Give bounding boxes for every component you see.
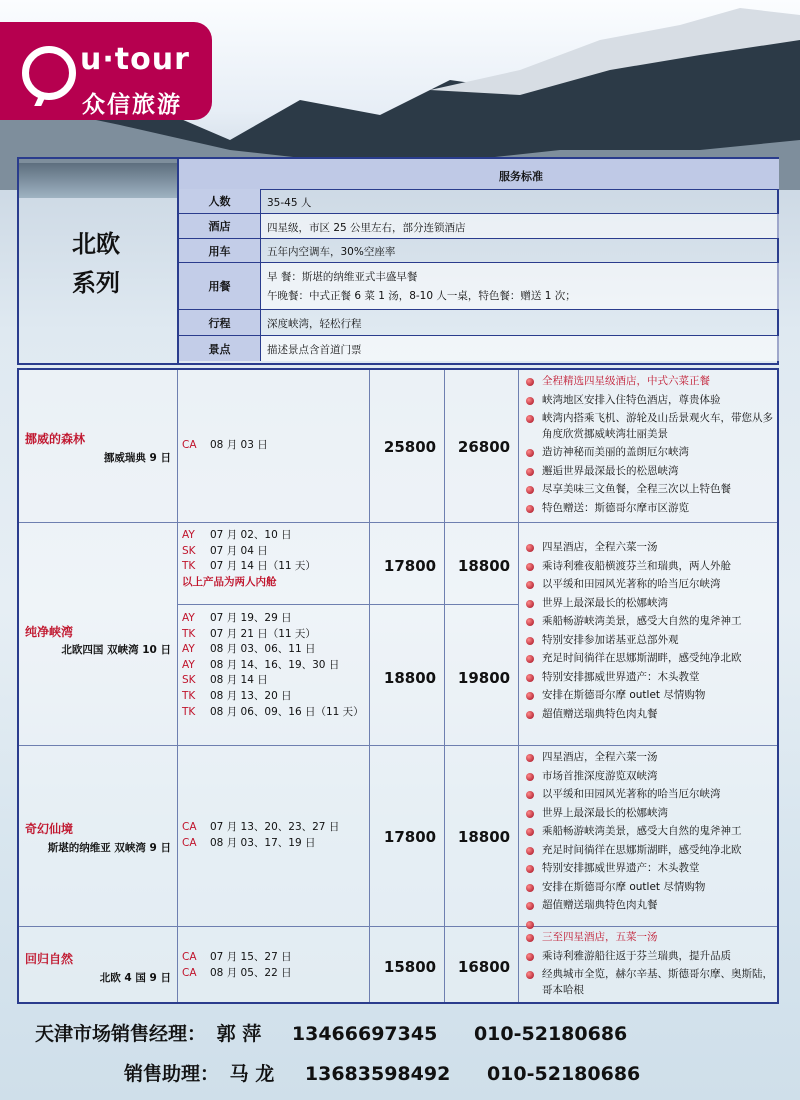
series-title — [19, 159, 177, 363]
logo-text-en: u·tour — [80, 42, 190, 77]
feature-list — [520, 930, 778, 1001]
departure-line: CA 07 月 15、27 日 — [182, 951, 292, 963]
logo-icon — [22, 46, 76, 100]
service-label: 行程 — [179, 310, 261, 335]
service-value: 四星级，市区 25 公里左右，部分连锁酒店 — [267, 222, 466, 234]
feature-item: 以平缓和田园风光著称的哈当厄尔峡湾 — [520, 577, 778, 593]
feature-item: 三至四星酒店，五菜一汤 — [520, 930, 778, 946]
feature-item: 造访神秘而美丽的盖朗厄尔峡湾 — [520, 445, 778, 461]
row-divider — [19, 522, 777, 523]
service-row — [179, 239, 779, 263]
departure-line: CA 07 月 13、20、23、27 日 — [182, 821, 340, 833]
product-route: 北欧四国 双峡湾 10 日 — [61, 644, 171, 656]
price-premium: 26800 — [457, 438, 511, 456]
product-route: 挪威瑞典 9 日 — [103, 452, 171, 464]
price-standard: 18800 — [383, 669, 437, 687]
price-standard: 17800 — [383, 828, 437, 846]
feature-item: 充足时间徜徉在思娜斯湖畔，感受纯净北欧 — [520, 651, 778, 667]
feature-item: 乘船畅游峡湾美景，感受大自然的鬼斧神工 — [520, 824, 778, 840]
feature-item: 乘船畅游峡湾美景，感受大自然的鬼斧神工 — [520, 614, 778, 630]
service-label: 用车 — [179, 239, 261, 262]
feature-item: 峡湾内搭乘飞机、游轮及山岳景观火车，带您从多角度欣赏挪威峡湾壮丽美景 — [520, 411, 778, 442]
feature-item: 特别安排挪威世界遗产：木头教堂 — [520, 861, 778, 877]
row-divider — [177, 604, 519, 605]
service-row — [179, 336, 779, 361]
series-title-line1: 北欧 — [72, 230, 120, 258]
service-standard-table — [177, 159, 779, 363]
brand-logo — [0, 22, 212, 120]
column-divider — [177, 370, 178, 1002]
product-table — [17, 368, 779, 1004]
departure-note: 以上产品为两人内舱 — [182, 575, 277, 588]
contact-line: 天津市场销售经理： 郭 萍 13466697345 010-52180686 — [35, 1023, 628, 1045]
feature-item: 邂逅世界最深最长的松恩峡湾 — [520, 464, 778, 480]
feature-item: 安排在斯德哥尔摩 outlet 尽情购物 — [520, 688, 778, 704]
departure-dates — [182, 820, 339, 851]
service-label: 用餐 — [179, 263, 261, 309]
departure-line: TK 08 月 06、09、16 日（11 天） — [182, 705, 364, 718]
departure-line: AY 07 月 02、10 日 — [182, 529, 292, 541]
contact-line: 销售助理： 马 龙 13683598492 010-52180686 — [124, 1063, 641, 1085]
feature-item: 以平缓和田园风光著称的哈当厄尔峡湾 — [520, 787, 778, 803]
departure-line: CA 08 月 03 日 — [182, 439, 268, 451]
price-standard: 25800 — [383, 438, 437, 456]
service-row — [179, 263, 779, 310]
departure-dates — [182, 438, 268, 454]
series-band — [19, 163, 177, 198]
price-standard: 15800 — [383, 958, 437, 976]
price-premium: 18800 — [457, 828, 511, 846]
feature-list — [520, 374, 778, 519]
service-label: 景点 — [179, 336, 261, 361]
service-value: 五年内空调车，30%空座率 — [267, 246, 396, 258]
service-summary — [17, 157, 779, 365]
departure-line: AY 08 月 14、16、19、30 日 — [182, 658, 340, 671]
service-standard-header: 服务标准 — [179, 159, 779, 190]
feature-item: 市场首推深度游览双峡湾 — [520, 769, 778, 785]
departure-dates — [182, 611, 364, 736]
departure-dates — [182, 528, 316, 590]
feature-item: 特别安排挪威世界遗产：木头教堂 — [520, 670, 778, 686]
feature-item: 安排在斯德哥尔摩 outlet 尽情购物 — [520, 880, 778, 896]
departure-line: SK 08 月 14 日 — [182, 674, 268, 687]
row-divider — [19, 926, 777, 927]
price-premium: 16800 — [457, 958, 511, 976]
product-route: 斯堪的纳维亚 双峡湾 9 日 — [47, 842, 171, 854]
service-row — [179, 310, 779, 336]
departure-line: CA 08 月 03、17、19 日 — [182, 836, 316, 849]
service-row — [179, 189, 779, 214]
service-row — [179, 214, 779, 239]
feature-item: 乘诗利雅游船往返于芬兰瑞典，提升品质 — [520, 949, 778, 965]
price-premium: 19800 — [457, 669, 511, 687]
feature-item: 尽享美味三文鱼餐，全程三次以上特色餐 — [520, 482, 778, 498]
feature-list — [520, 540, 778, 725]
feature-item: 全程精选四星级酒店，中式六菜正餐 — [520, 374, 778, 390]
series-title-line2: 系列 — [72, 269, 120, 297]
departure-line — [182, 720, 364, 736]
departure-line: SK 07 月 04 日 — [182, 544, 268, 557]
departure-line: AY 08 月 03、06、11 日 — [182, 643, 316, 656]
service-value: 深度峡湾，轻松行程 — [267, 318, 362, 330]
feature-item: 四星酒店，全程六菜一汤 — [520, 750, 778, 766]
row-divider — [19, 745, 777, 746]
departure-dates — [182, 950, 292, 981]
feature-item: 充足时间徜徉在思娜斯湖畔，感受纯净北欧 — [520, 843, 778, 859]
product-name: 奇幻仙境 — [25, 822, 74, 836]
feature-item: 超值赠送瑞典特色肉丸餐 — [520, 898, 778, 914]
feature-item: 特别安排参加诺基亚总部外观 — [520, 633, 778, 649]
product-name: 回归自然 — [25, 952, 74, 966]
service-value: 早 餐：斯堪的纳维亚式丰盛早餐 — [267, 271, 418, 283]
feature-item: 世界上最深最长的松娜峡湾 — [520, 806, 778, 822]
feature-item: 峡湾地区安排入住特色酒店，尊贵体验 — [520, 393, 778, 409]
feature-item: 特色赠送：斯德哥尔摩市区游览 — [520, 501, 778, 517]
product-route: 北欧 4 国 9 日 — [99, 972, 171, 984]
feature-item: 超值赠送瑞典特色肉丸餐 — [520, 707, 778, 723]
price-standard: 17800 — [383, 557, 437, 575]
departure-line: CA 08 月 05、22 日 — [182, 966, 292, 979]
feature-item: 四星酒店，全程六菜一汤 — [520, 540, 778, 556]
departure-line: TK 07 月 14 日（11 天） — [182, 560, 316, 573]
departure-line: TK 08 月 13、20 日 — [182, 689, 292, 702]
feature-item: 经典城市全览，赫尔辛基、斯德哥尔摩、奥斯陆，哥本哈根 — [520, 967, 778, 998]
price-premium: 18800 — [457, 557, 511, 575]
product-name: 纯净峡湾 — [25, 625, 74, 639]
feature-list — [520, 750, 778, 917]
service-value: 午晚餐：中式正餐 6 菜 1 汤，8-10 人一桌，特色餐：赠送 1 次； — [267, 290, 576, 302]
feature-item: 乘诗利雅夜船横渡芬兰和瑞典，两人外舱 — [520, 559, 778, 575]
departure-line: AY 07 月 19、29 日 — [182, 612, 292, 624]
logo-text-cn: 众信旅游 — [82, 92, 182, 118]
service-label: 酒店 — [179, 214, 261, 238]
departure-line: TK 07 月 21 日（11 天） — [182, 627, 316, 640]
feature-item: 世界上最深最长的松娜峡湾 — [520, 596, 778, 612]
product-name: 挪威的森林 — [25, 432, 86, 446]
service-value: 35-45 人 — [267, 197, 312, 209]
service-label: 人数 — [179, 189, 261, 213]
service-value: 描述景点含首道门票 — [267, 344, 362, 356]
